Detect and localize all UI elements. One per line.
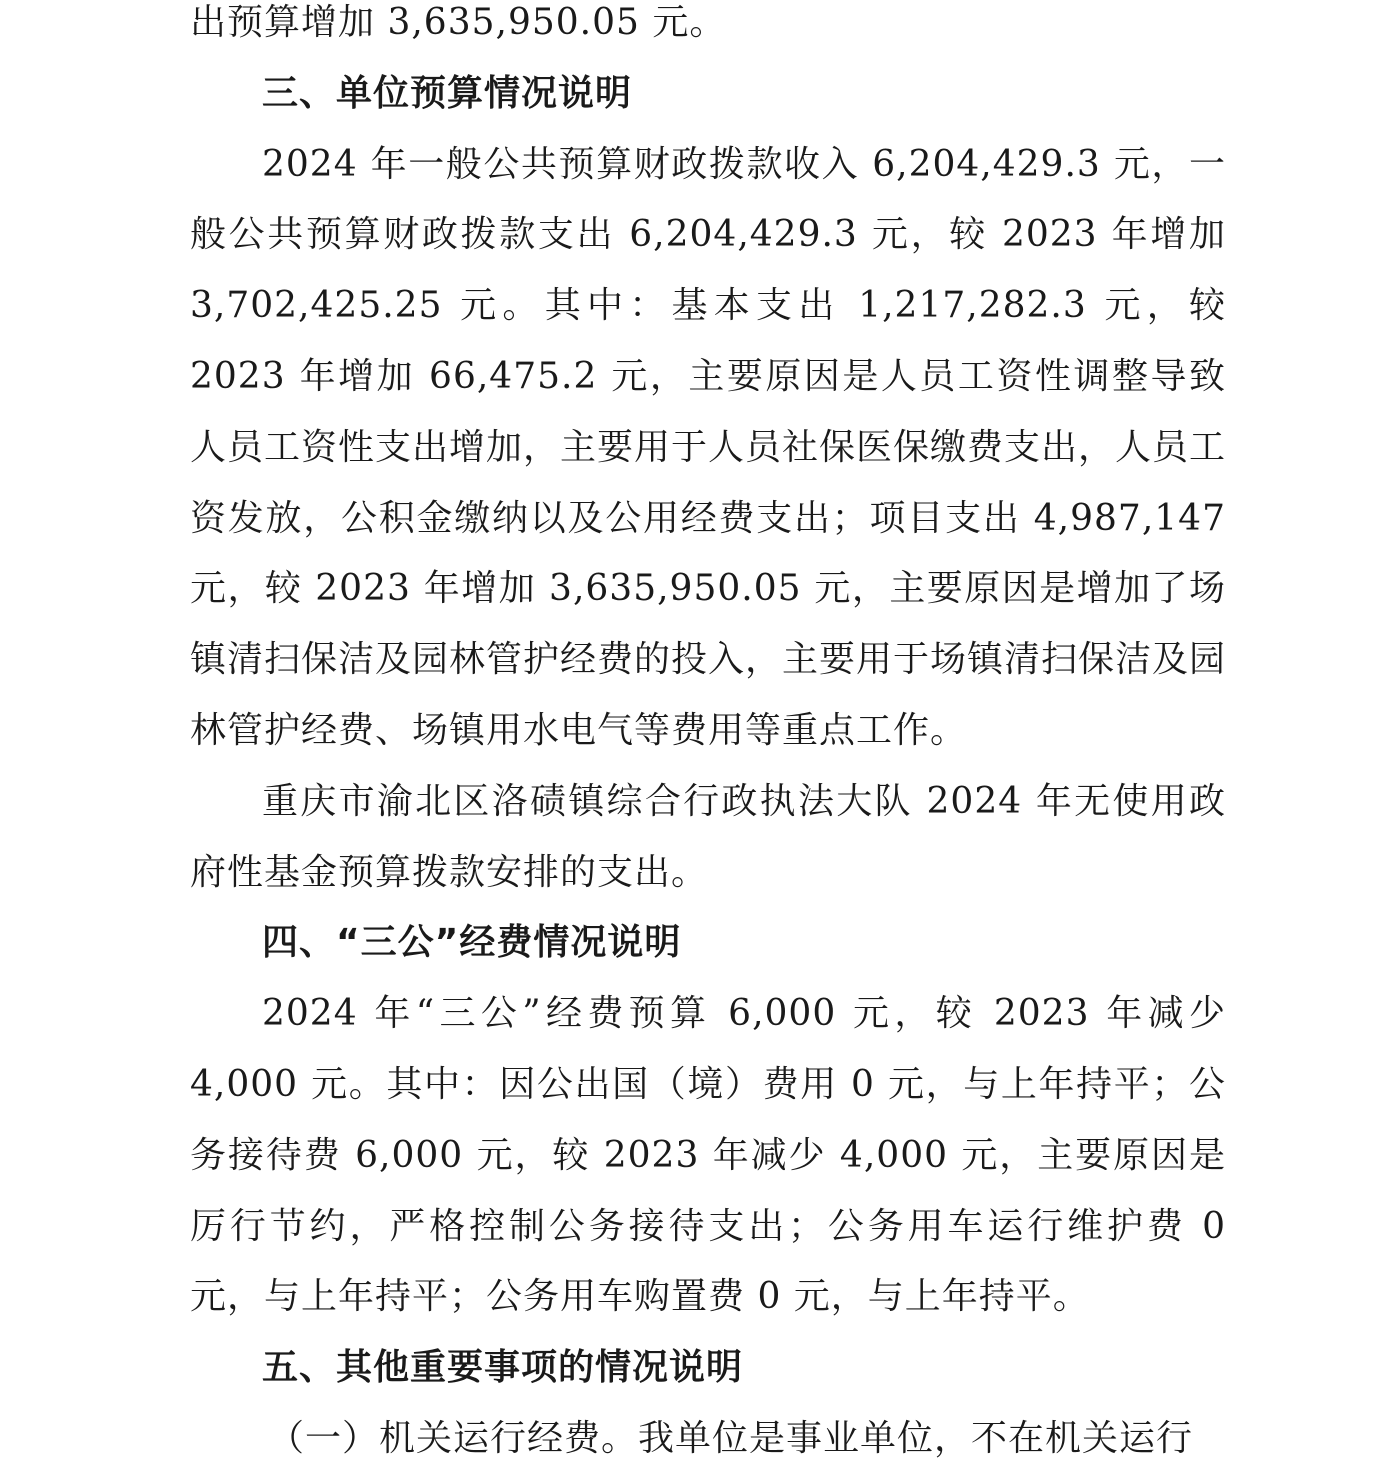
section-5-heading: 五、其他重要事项的情况说明 bbox=[262, 1347, 744, 1389]
section-3-heading: 三、单位预算情况说明 bbox=[262, 72, 633, 114]
document-body bbox=[190, 0, 1226, 1475]
section-3-paragraph-1: 2024 年一般公共预算财政拨款收入 6,204,429.3 元，一般公共预算财政拨款支出 6,204,429.3 元，较 2023 年增加 3,702,425.25 元。其中：基本支出 1,217,282.3 元，较 2023 年增加 66,475.2 元，主要原因是人员工资性调整导致人员工资性支出增加，主要用于人员社保医保缴费支出，人员工资发放，公积金缴纳以及公用经费支出；项目支出 4,987,147 元，较 2023 年增加 3,635,950.05 元，主要原因是增加了场镇清扫保洁及园林管护经费的投入，主要用于场镇清扫保洁及园林管护经费、场镇用水电气等费用等重点工作。 bbox=[190, 143, 1227, 751]
section-4-paragraph-1: 2024 年“三公”经费预算 6,000 元，较 2023 年减少 4,000 元。其中：因公出国（境）费用 0 元，与上年持平；公务接待费 6,000 元，较 2023 年减少 4,000 元，主要原因是厉行节约，严格控制公务接待支出；公务用车运行维护费 0 元，与上年持平；公务用车购置费 0 元，与上年持平。 bbox=[190, 993, 1226, 1318]
section-3-paragraph-2: 重庆市渝北区洛碛镇综合行政执法大队 2024 年无使用政府性基金预算拨款安排的支出。 bbox=[190, 780, 1226, 893]
section-5-paragraph-1: （一）机关运行经费。我单位是事业单位，不在机关运行 bbox=[268, 1417, 1194, 1459]
section-4-heading: 四、“三公”经费情况说明 bbox=[262, 922, 682, 964]
continuation-paragraph: 出预算增加 3,635,950.05 元。 bbox=[190, 2, 727, 43]
